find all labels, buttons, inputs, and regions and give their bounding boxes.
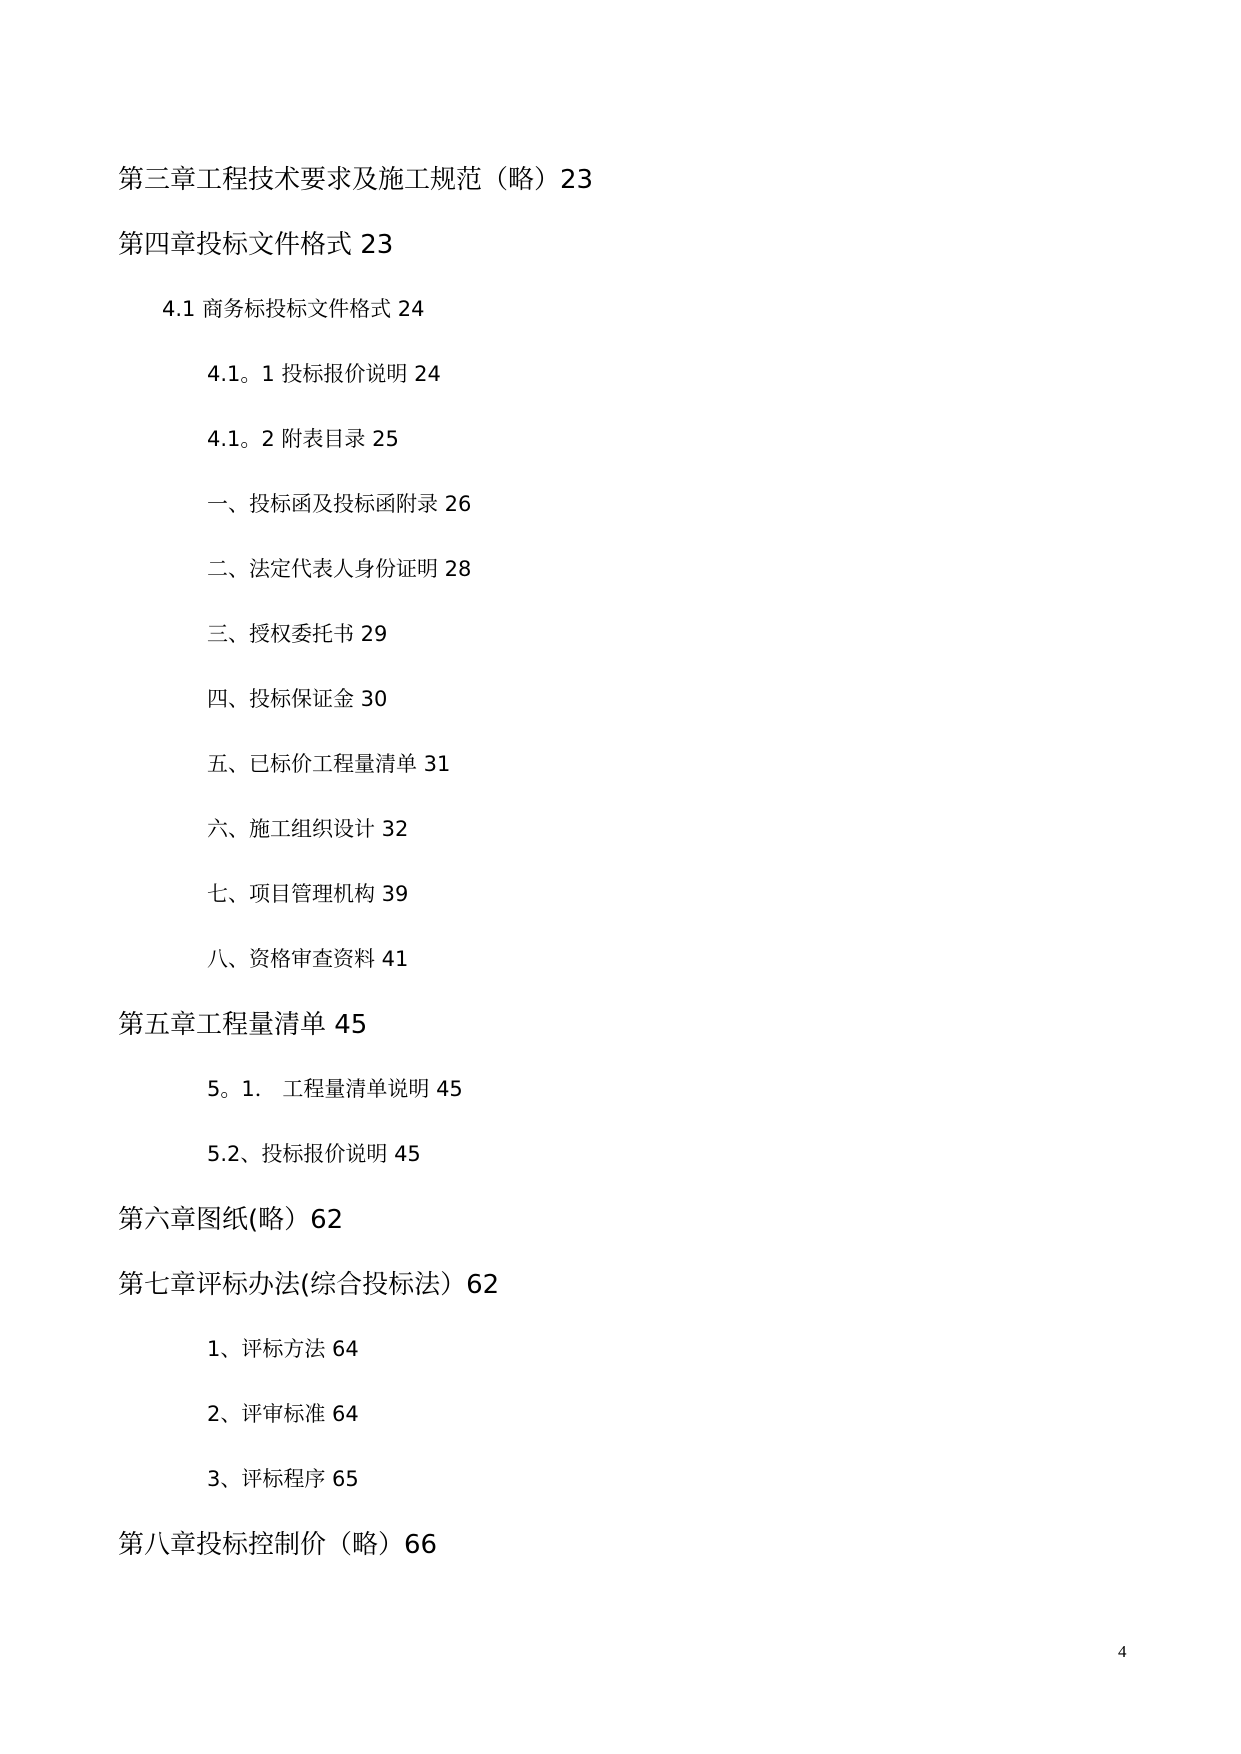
- toc-chapter-3[interactable]: 第三章工程技术要求及施工规范（略）23: [118, 165, 594, 195]
- toc-chapter-4[interactable]: 第四章投标文件格式 23: [118, 230, 394, 260]
- toc-section-4-1[interactable]: 4.1 商务标投标文件格式 24: [162, 297, 425, 321]
- toc-chapter-7[interactable]: 第七章评标办法(综合投标法）62: [118, 1270, 500, 1300]
- toc-item-project-management[interactable]: 七、项目管理机构 39: [207, 882, 409, 906]
- toc-subsection-4-1-2[interactable]: 4.1。2 附表目录 25: [207, 427, 399, 451]
- toc-subsection-4-1-1[interactable]: 4.1。1 投标报价说明 24: [207, 362, 441, 386]
- toc-item-bid-letter[interactable]: 一、投标函及投标函附录 26: [207, 492, 472, 516]
- toc-chapter-8[interactable]: 第八章投标控制价（略）66: [118, 1530, 438, 1560]
- toc-item-legal-rep-id[interactable]: 二、法定代表人身份证明 28: [207, 557, 472, 581]
- toc-item-qualification[interactable]: 八、资格审查资料 41: [207, 947, 409, 971]
- toc-chapter-5[interactable]: 第五章工程量清单 45: [118, 1010, 368, 1040]
- toc-item-construction-design[interactable]: 六、施工组织设计 32: [207, 817, 409, 841]
- toc-item-priced-bill[interactable]: 五、已标价工程量清单 31: [207, 752, 451, 776]
- toc-item-power-of-attorney[interactable]: 三、授权委托书 29: [207, 622, 388, 646]
- toc-item-bid-bond[interactable]: 四、投标保证金 30: [207, 687, 388, 711]
- toc-chapter-6[interactable]: 第六章图纸(略）62: [118, 1205, 344, 1235]
- toc-subsection-5-2[interactable]: 5.2、投标报价说明 45: [207, 1142, 421, 1166]
- toc-item-evaluation-procedure[interactable]: 3、评标程序 65: [207, 1467, 359, 1491]
- toc-item-evaluation-standard[interactable]: 2、评审标准 64: [207, 1402, 359, 1426]
- toc-item-evaluation-method[interactable]: 1、评标方法 64: [207, 1337, 359, 1361]
- toc-subsection-5-1[interactable]: 5。1． 工程量清单说明 45: [207, 1077, 463, 1101]
- page-number: 4: [1118, 1642, 1127, 1661]
